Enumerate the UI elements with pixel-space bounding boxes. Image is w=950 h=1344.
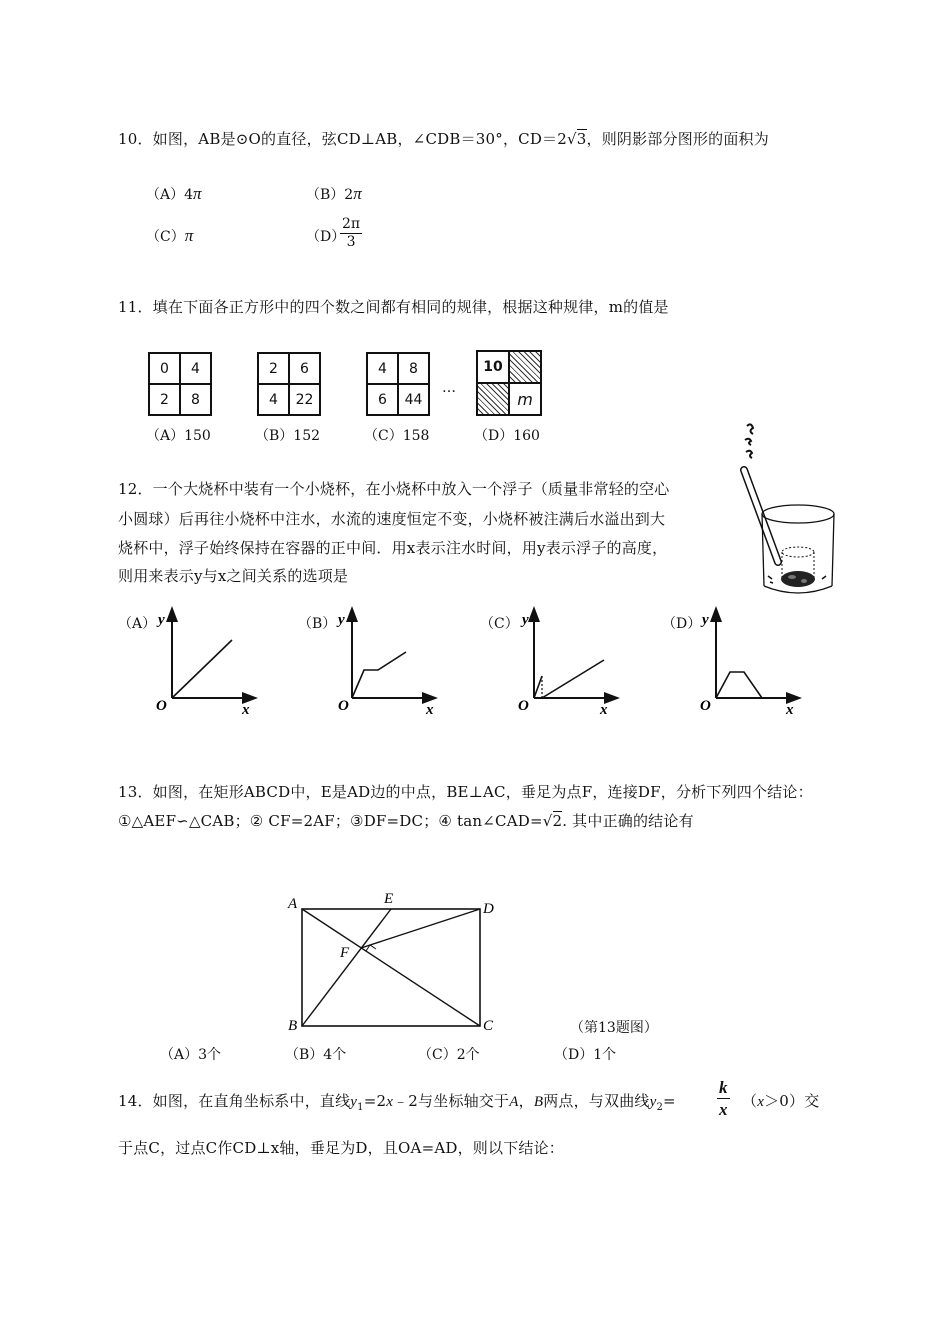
graph-d[interactable] [694,606,804,718]
cell: 6 [289,353,320,384]
origin-label: O [156,698,167,714]
cell: 8 [398,353,429,384]
hatched-cell [477,383,509,415]
point-e-label: E [384,891,394,907]
q11-option-b[interactable]: （B）152 [255,428,321,444]
number-square-2 [257,352,321,416]
q10-option-b[interactable]: （B）2π [306,184,362,203]
x-label: x [786,702,794,718]
large-beaker-rim [762,505,834,523]
origin-label: O [700,698,711,714]
y-label: y [702,612,709,628]
figure-caption: （第13题图） [570,1020,658,1036]
cell: 44 [398,384,429,415]
number-square-3 [366,352,430,416]
q14-fraction: k x [719,1078,728,1119]
y-label: y [158,612,165,628]
q10-option-d[interactable]: （D） [306,229,346,245]
q10-fraction: 2π 3 [342,216,361,250]
small-beaker-rim [782,547,814,557]
q11-option-d[interactable]: （D）160 [474,428,540,444]
q11-option-a[interactable]: （A）150 [146,428,211,444]
q14-line-1: 14．如图，在直角坐标系中，直线$y_1=2x﹣2$与坐标轴交于A，B两点，与双曲线$y_2=$ [118,1092,676,1113]
cell: m [509,383,541,415]
cell: 0 [149,353,180,384]
q14-condition: （x＞0）交 [742,1092,820,1110]
segment-be [302,909,391,1026]
rectangle-figure [280,884,500,1036]
origin-label: O [338,698,349,714]
q12-line-3: 烧杯中，浮子始终保持在容器的正中间．用x表示注水时间，用y表示浮子的高度， [118,539,668,557]
graph-line-rise [534,676,542,698]
graph-line [716,672,762,698]
q12-option-a-label[interactable]: （A） [118,616,157,632]
graph-b[interactable] [330,606,440,718]
point-d-label: D [483,901,494,917]
graph-c[interactable] [512,606,622,718]
x-label: x [426,702,434,718]
q12-line-2: 小圆球）后再往小烧杯中注水，水流的速度恒定不变，小烧杯被注满后水溢出到大 [118,510,666,528]
graph-line [172,640,232,698]
ellipsis: … [442,380,456,396]
segment-df [361,909,480,948]
cell: 4 [180,353,211,384]
cell: 2 [149,384,180,415]
graph-line [542,660,604,698]
q11-stem: 11．填在下面各正方形中的四个数之间都有相同的规律，根据这种规律，m的值是 [118,298,669,316]
hatched-cell [509,351,541,383]
beaker-illustration [740,418,840,600]
large-beaker-bottom [764,586,832,593]
q13-line-2: ①△AEF∽△CAB；② CF=2AF；③DF=DC；④ tan∠CAD=√2. 其中正确的结论有 [118,812,694,830]
cell: 10 [477,351,509,383]
q11-option-c[interactable]: （C）158 [364,428,430,444]
q13-option-c[interactable]: （C）2个 [418,1047,480,1063]
q12-line-1: 12．一个大烧杯中装有一个小烧杯，在小烧杯中放入一个浮子（质量非常轻的空心 [118,480,670,498]
q12-option-d-label[interactable]: （D） [662,616,702,632]
y-label: y [338,612,345,628]
point-c-label: C [483,1018,494,1034]
number-square-1 [148,352,212,416]
q10-option-c[interactable]: （C）π [146,226,194,245]
x-label: x [600,702,608,718]
q13-option-a[interactable]: （A）3个 [160,1047,222,1063]
cell: 4 [367,353,398,384]
graph-a[interactable] [150,606,260,718]
cell: 22 [289,384,320,415]
q13-option-b[interactable]: （B）4个 [285,1047,347,1063]
cell: 8 [180,384,211,415]
point-a-label: A [288,896,298,912]
q13-option-d[interactable]: （D）1个 [554,1047,617,1063]
sqrt-symbol: √ [542,812,553,830]
cell: 6 [367,384,398,415]
cell: 2 [258,353,289,384]
point-b-label: B [288,1018,298,1034]
q10-option-a[interactable]: （A）4π [146,184,202,203]
cell: 4 [258,384,289,415]
water-drops [745,424,753,458]
q12-option-b-label[interactable]: （B） [298,616,337,632]
q14-line-2: 于点C，过点C作CD⊥x轴，垂足为D，且OA=AD，则以下结论： [118,1139,565,1157]
q10-stem: 10．如图，AB是⊙O的直径，弦CD⊥AB，∠CDB＝30°，CD＝2√3，则阴影部分图形的面积为 [118,130,769,148]
q12-option-c-label[interactable]: （C） [480,616,519,632]
number-square-4 [476,350,542,416]
float-ball [781,571,815,587]
graph-line [352,652,406,698]
q12-line-4: 则用来表示y与x之间关系的选项是 [118,567,349,585]
y-label: y [522,612,529,628]
x-label: x [242,702,250,718]
q13-line-1: 13．如图，在矩形ABCD中，E是AD边的中点，BE⊥AC，垂足为点F，连接DF，分析下列四个结论： [118,783,813,801]
origin-label: O [518,698,529,714]
diagonal-ac [302,909,480,1026]
sqrt-symbol: √ [567,130,577,148]
point-f-label: F [340,945,350,961]
